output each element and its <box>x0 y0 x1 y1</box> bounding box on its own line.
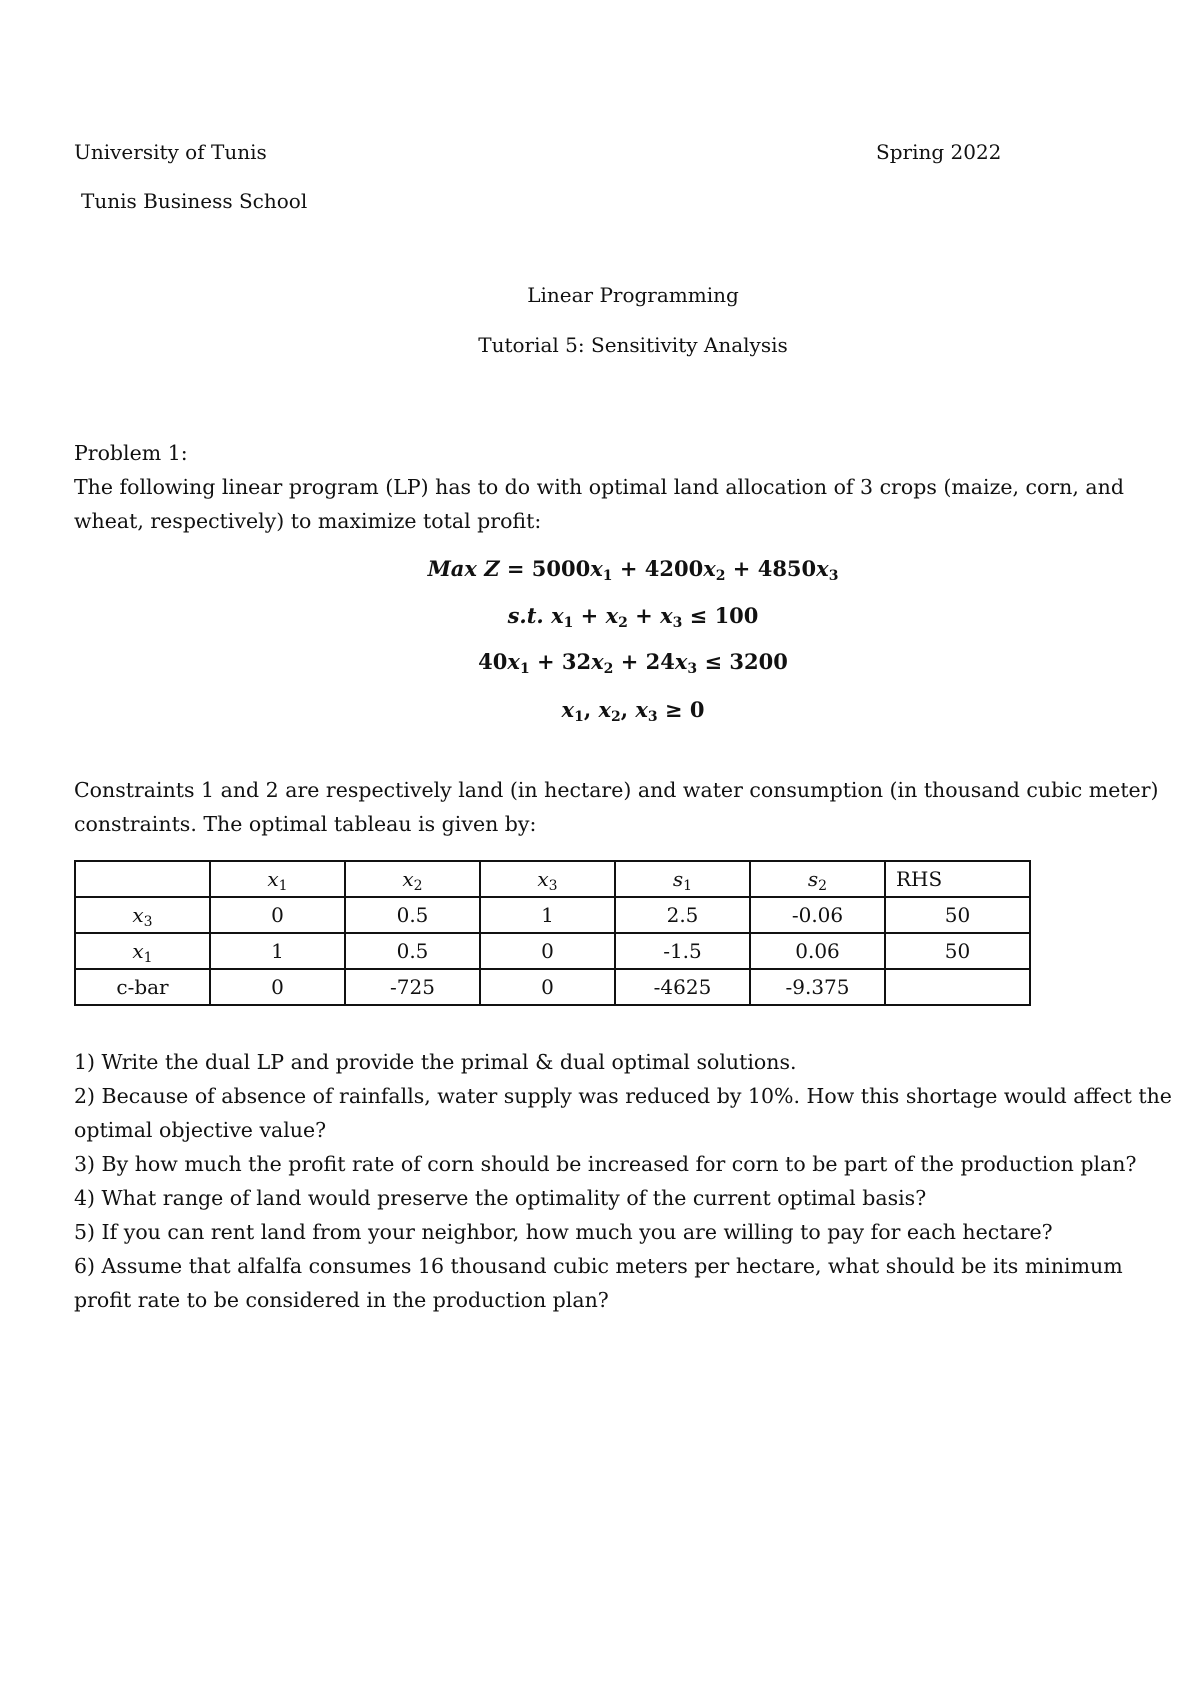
table-cell: 0.5 <box>345 897 480 933</box>
question-6-line2: profit rate to be considered in the production plan? <box>74 1288 609 1312</box>
header-cell-rhs: RHS <box>885 861 1030 897</box>
nonneg-rhs: 0 <box>689 697 705 722</box>
header-cell-s2: $s_2$ <box>750 861 885 897</box>
table-row <box>75 969 1030 1005</box>
table-cell: 0.06 <box>750 933 885 969</box>
header-cell-s1: $s_1$ <box>615 861 750 897</box>
table-row <box>75 933 1030 969</box>
university-name: University of Tunis <box>74 140 267 164</box>
c2-a3: 24 <box>645 649 675 674</box>
table-cell: 2.5 <box>615 897 750 933</box>
constraint1-rhs: 100 <box>714 603 759 628</box>
question-2-line2: optimal objective value? <box>74 1118 327 1142</box>
header-cell-x1: $x_1$ <box>210 861 345 897</box>
table-cell: 0 <box>480 969 615 1005</box>
table-cell <box>885 969 1030 1005</box>
constraints-description-line1: Constraints 1 and 2 are respectively land (in hectare) and water consumption (in thousand cubic meter) <box>74 778 1159 802</box>
question-3: 3) By how much the profit rate of corn should be increased for corn to be part of the production plan? <box>74 1152 1137 1176</box>
questions-list <box>74 1045 1184 1317</box>
header-cell-x2: $x_2$ <box>345 861 480 897</box>
table-cell: 1 <box>480 897 615 933</box>
c2-a1: 40 <box>478 649 508 674</box>
coef-x2: 4200 <box>644 556 704 581</box>
st-label: s.t. <box>507 603 544 628</box>
objective-max: Max Z <box>427 556 500 581</box>
table-cell: -1.5 <box>615 933 750 969</box>
tutorial-title: Tutorial 5: Sensitivity Analysis <box>478 333 788 357</box>
nonnegativity-equation: $x_1$, $x_2$, $x_3 \ge 0$ <box>561 697 705 725</box>
table-row <box>75 897 1030 933</box>
table-cell: 50 <box>885 897 1030 933</box>
table-cell: 50 <box>885 933 1030 969</box>
table-cell: 0 <box>210 897 345 933</box>
table-cell: 0.5 <box>345 933 480 969</box>
row-label-x1: $x_1$ <box>75 933 210 969</box>
problem-heading: Problem 1: <box>74 441 188 465</box>
tableau-header-row <box>75 861 1030 897</box>
table-cell: 1 <box>210 933 345 969</box>
problem-intro-line2: wheat, respectively) to maximize total profit: <box>74 509 542 533</box>
constraint2-equation: $40x_1 + 32x_2 + 24x_3 \le 3200$ <box>478 649 788 677</box>
constraint2-rhs: 3200 <box>729 649 788 674</box>
term-label: Spring 2022 <box>876 140 1002 164</box>
objective-equation: Max $Z = 5000x_1 + 4200x_2 + 4850x_3$ <box>427 556 839 584</box>
question-5: 5) If you can rent land from your neighbor, how much you are willing to pay for each hectare? <box>74 1220 1053 1244</box>
school-name: Tunis Business School <box>81 189 308 213</box>
c2-a2: 32 <box>561 649 592 674</box>
table-cell: -0.06 <box>750 897 885 933</box>
question-1: 1) Write the dual LP and provide the primal & dual optimal solutions. <box>74 1050 797 1074</box>
question-4: 4) What range of land would preserve the optimality of the current optimal basis? <box>74 1186 927 1210</box>
table-cell: 0 <box>480 933 615 969</box>
header-cell-x3: $x_3$ <box>480 861 615 897</box>
row-label-cbar: c-bar <box>75 969 210 1005</box>
header-cell-empty <box>75 861 210 897</box>
coef-x3: 4850 <box>757 556 817 581</box>
question-2-line1: 2) Because of absence of rainfalls, water supply was reduced by 10%. How this shortage would affect the <box>74 1084 1172 1108</box>
row-label-x3: $x_3$ <box>75 897 210 933</box>
question-6-line1: 6) Assume that alfalfa consumes 16 thousand cubic meters per hectare, what should be its minimum <box>74 1254 1123 1278</box>
constraint1-equation: s.t. $x_1 + x_2 + x_3 \le 100$ <box>507 603 759 631</box>
table-cell: 0 <box>210 969 345 1005</box>
table-cell: -725 <box>345 969 480 1005</box>
course-title: Linear Programming <box>527 283 739 307</box>
optimal-tableau <box>74 860 1031 1006</box>
constraints-description-line2: constraints. The optimal tableau is given by: <box>74 812 537 836</box>
problem-intro-line1: The following linear program (LP) has to do with optimal land allocation of 3 crops (maize, corn, and <box>74 475 1124 499</box>
coef-x1: 5000 <box>531 556 591 581</box>
table-cell: -9.375 <box>750 969 885 1005</box>
table-cell: -4625 <box>615 969 750 1005</box>
